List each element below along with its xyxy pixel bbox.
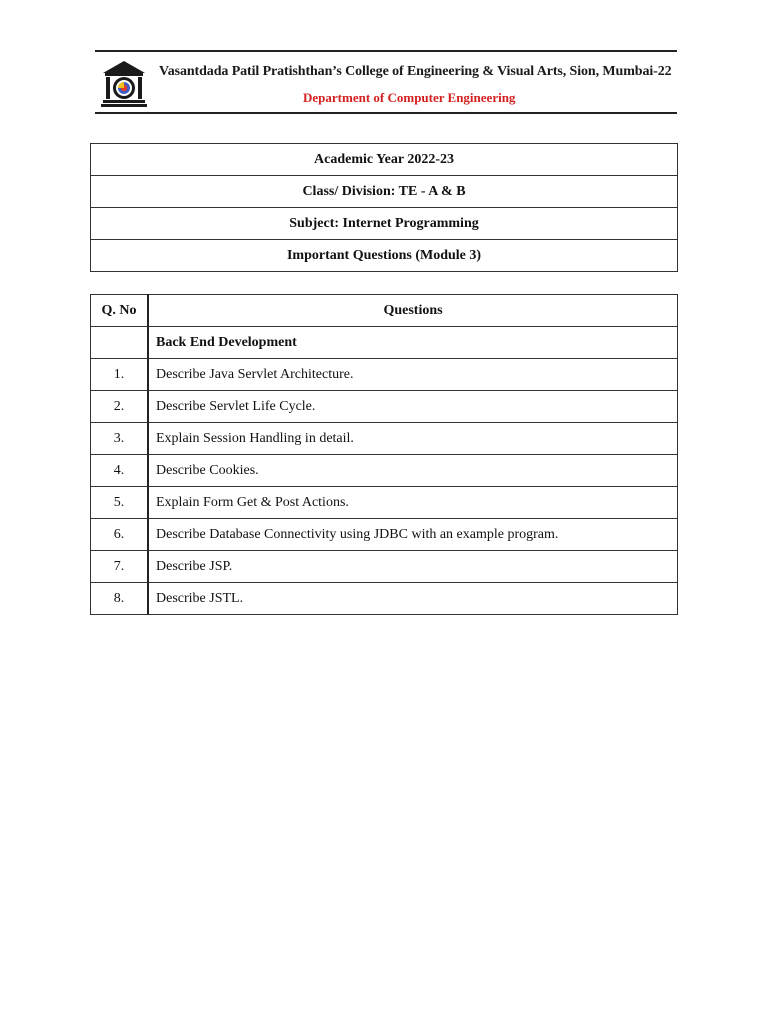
- question-number: 5.: [91, 487, 149, 519]
- question-number: 8.: [91, 583, 149, 615]
- question-number: 6.: [91, 519, 149, 551]
- section-title: Back End Development: [148, 327, 678, 359]
- table-row: [91, 551, 678, 583]
- question-text: Describe JSTL.: [148, 583, 678, 615]
- table-row: [91, 487, 678, 519]
- table-row: [91, 583, 678, 615]
- table-row: [91, 455, 678, 487]
- table-row: [91, 359, 678, 391]
- college-logo-icon: [101, 59, 147, 107]
- question-number: 1.: [91, 359, 149, 391]
- document-title: Important Questions (Module 3): [91, 240, 678, 272]
- table-header-row: [91, 295, 678, 327]
- table-row: [91, 423, 678, 455]
- question-number: 2.: [91, 391, 149, 423]
- question-number: 7.: [91, 551, 149, 583]
- question-number: 4.: [91, 455, 149, 487]
- column-header-qno: Q. No: [91, 295, 149, 327]
- academic-year: Academic Year 2022-23: [91, 144, 678, 176]
- section-row: [91, 327, 678, 359]
- question-text: Explain Session Handling in detail.: [148, 423, 678, 455]
- class-division: Class/ Division: TE - A & B: [91, 176, 678, 208]
- table-row: [91, 391, 678, 423]
- question-text: Describe Cookies.: [148, 455, 678, 487]
- college-name: Vasantdada Patil Pratishthan’s College of Engineering & Visual Arts, Sion, Mumbai-22: [159, 64, 672, 79]
- course-info-table: [90, 143, 678, 272]
- page-header: [95, 50, 677, 114]
- question-text: Describe Database Connectivity using JDBC with an example program.: [148, 519, 678, 551]
- table-row: [91, 519, 678, 551]
- department-name: Department of Computer Engineering: [303, 90, 516, 105]
- section-number-cell: [91, 327, 149, 359]
- question-text: Describe Servlet Life Cycle.: [148, 391, 678, 423]
- question-text: Describe Java Servlet Architecture.: [148, 359, 678, 391]
- question-text: Explain Form Get & Post Actions.: [148, 487, 678, 519]
- question-text: Describe JSP.: [148, 551, 678, 583]
- subject: Subject: Internet Programming: [91, 208, 678, 240]
- questions-table: [90, 294, 678, 615]
- question-number: 3.: [91, 423, 149, 455]
- column-header-questions: Questions: [148, 295, 678, 327]
